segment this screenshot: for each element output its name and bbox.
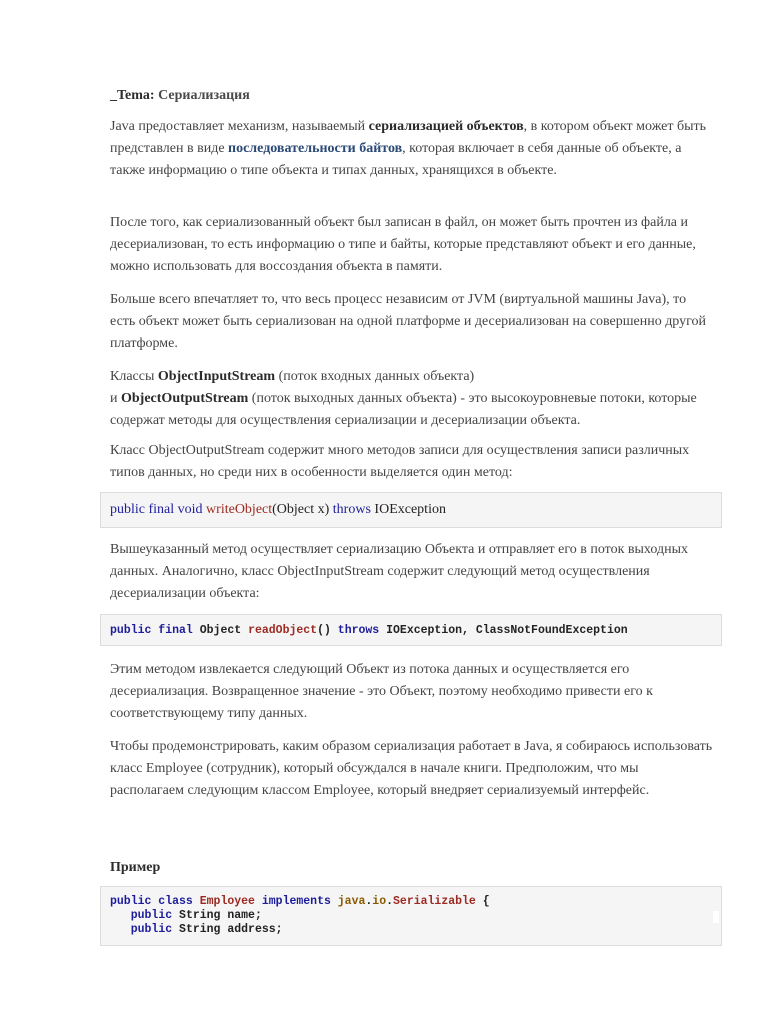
term-object-serialization: сериализацией объектов [368,119,524,134]
paragraph-extract: Этим методом извлекается следующий Объект из потока данных и осуществляется его десериализация. Возвращенное значение - это Объект, поэтому необходимо привести его к соответствующему типу данных. [110,662,653,721]
code-line [101,615,721,646]
code-args: () [317,624,331,637]
term-object-output-stream: ObjectOutputStream [121,391,249,406]
code-block-write-object [100,492,722,528]
code-type: Object [199,624,242,637]
code-line [110,895,712,909]
text-run: , в котором объект может быть представлен в виде [110,119,707,156]
code-keyword: throws [332,502,371,517]
code-block-employee [100,886,722,946]
code-indent [110,909,131,922]
code-method-name: readObject [248,624,318,637]
code-keyword: public final void [110,502,203,517]
text-run: (поток выходных данных объекта) - это высокоуровневые потоки, которые содержат методы для осуществления сериализации и десериализации объекта. [110,391,697,428]
paragraph-deserialize: После того, как сериализованный объект был записан в файл, он может быть прочтен из файла и десериализован, то есть информацию о типе и байты, которые представляют объект и его данные, можно использовать для воссоздания объекта в памяти. [110,215,696,274]
paragraph-input-method: Вышеуказанный метод осуществляет сериализацию Объекта и отправляет его в поток выходных данных. Аналогично, класс ObjectInputStream содержит следующий метод осуществления десериализации объекта: [110,542,689,601]
term-object-input-stream: ObjectInputStream [157,369,276,384]
code-keyword: throws [337,624,380,637]
code-line [110,923,712,937]
code-scroll-marker [713,911,719,923]
paragraph-intro [110,116,714,182]
paragraph-jvm: Больше всего впечатляет то, что весь процесс независим от JVM (виртуальной машины Java), то есть объект может быть сериализован на одной платформе и десериализован на совершенно другой платформе. [110,292,707,351]
code-field: String name; [179,909,262,922]
code-line [101,493,721,527]
code-block-read-object [100,614,722,646]
text-run: Классы [110,369,158,384]
text-run: Java предоставляет механизм, называемый [110,119,369,134]
code-keyword: public final [110,624,193,637]
code-keyword: implements [261,895,331,908]
text-run: (поток входных данных объекта) [275,369,475,384]
topic-heading [110,88,250,104]
code-keyword: public class [110,895,193,908]
topic-title: Сериализация [158,88,250,103]
code-method-name: writeObject [206,502,273,517]
code-dot: . [365,895,373,908]
code-class-name: Employee [199,895,255,908]
code-line [110,909,712,923]
code-keyword: public [130,909,173,922]
code-exception: IOException [374,502,446,517]
code-interface-name: Serializable [393,895,476,908]
text-run: , которая включает в себя данные об объекте, а также информацию о типе объекта и типах данных, хранящихся в объекте. [110,141,682,178]
code-keyword: public [130,923,173,936]
code-brace: { [482,895,490,908]
term-byte-sequence-link[interactable]: последовательности байтов [228,141,403,156]
code-package: java [337,895,366,908]
code-args: (Object x) [272,502,330,517]
paragraph-demo: Чтобы продемонстрировать, каким образом сериализация работает в Java, я собираюсь использовать класс Employee (сотрудник), который обсуждался в начале книги. Предположим, что мы располагаем следующим классом Employee, который внедряет сериализуемый интерфейс. [110,739,713,798]
code-exception: IOException, ClassNotFoundException [386,624,628,637]
code-dot: . [386,895,394,908]
paragraph-output-methods: Класс ObjectOutputStream содержит много методов записи для осуществления записи различных типов данных, но среди них в особенности выделяется один метод: [110,443,690,480]
paragraph-streams [110,366,714,432]
example-heading: Пример [110,860,161,875]
topic-prefix: _Tema: [110,88,155,103]
code-indent [110,923,131,936]
code-listing [101,887,721,945]
code-field: String address; [179,923,283,936]
text-run: и [110,391,121,406]
code-package: io [372,895,387,908]
